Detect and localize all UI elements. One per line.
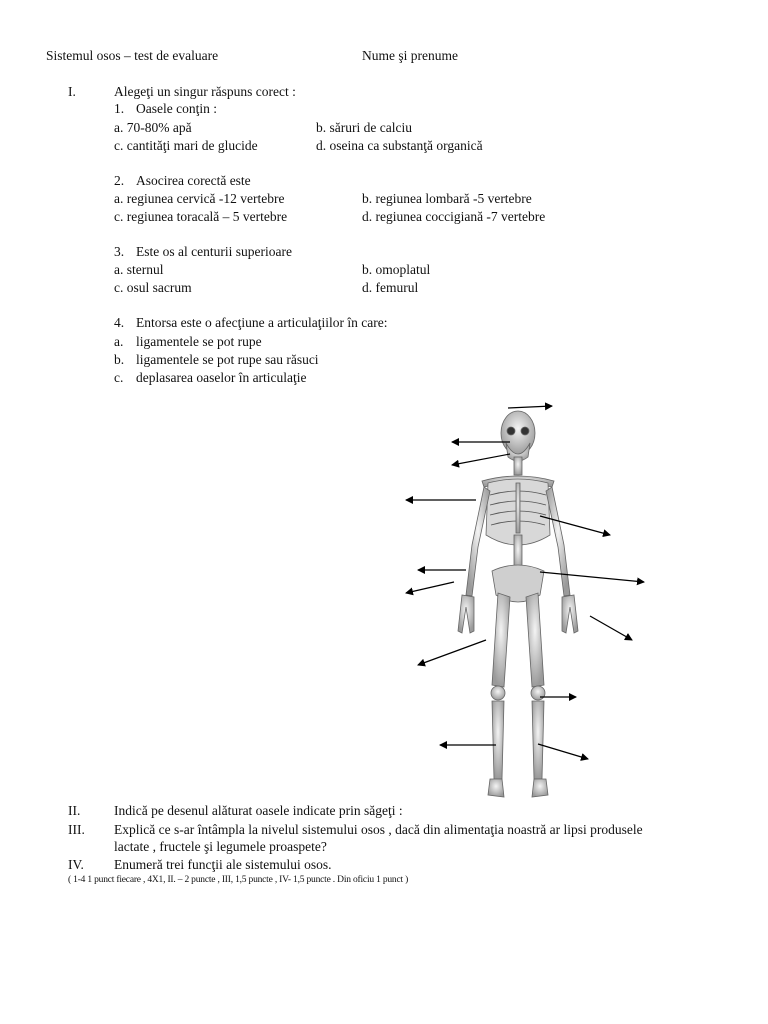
section-2-number: II. xyxy=(68,803,81,818)
section-3-text-line2: lactate , fructele şi legumele proaspete? xyxy=(114,839,327,854)
q4-option-a-text: ligamentele se pot rupe xyxy=(136,334,262,349)
q4-option-a-letter: a. xyxy=(114,334,124,349)
q1-option-a: a. 70-80% apă xyxy=(114,120,192,135)
section-4-text: Enumeră trei funcţii ale sistemului osos. xyxy=(114,857,332,872)
q4-option-b-text: ligamentele se pot rupe sau răsuci xyxy=(136,352,319,367)
q3-option-b: b. omoplatul xyxy=(362,262,431,277)
test-title: Sistemul osos – test de evaluare xyxy=(46,48,219,63)
name-label: Nume şi prenume xyxy=(362,48,458,63)
q4-option-c-letter: c. xyxy=(114,370,124,385)
section-4-number: IV. xyxy=(68,857,84,872)
q1-number: 1. xyxy=(114,101,125,116)
skeleton-illustration xyxy=(400,395,660,815)
q4-number: 4. xyxy=(114,315,125,330)
section-3-number: III. xyxy=(68,822,85,837)
q4-option-c-text: deplasarea oaselor în articulaţie xyxy=(136,370,307,385)
q3-text: Este os al centurii superioare xyxy=(136,244,292,259)
scoring-note: ( 1-4 1 punct fiecare , 4X1, II. – 2 puncte , III, 1,5 puncte , IV- 1,5 puncte . Din oficiu 1 punct ) xyxy=(68,875,409,885)
skeleton-body xyxy=(458,411,578,797)
q1-option-d: d. oseina ca substanţă organică xyxy=(316,138,483,153)
section-2-text: Indică pe desenul alăturat oasele indicate prin săgeţi : xyxy=(114,803,403,818)
q3-number: 3. xyxy=(114,244,125,259)
section-1-instruction: Alegeţi un singur răspuns corect : xyxy=(114,84,296,99)
q1-text: Oasele conţin : xyxy=(136,101,217,116)
q1-option-c: c. cantităţi mari de glucide xyxy=(114,138,258,153)
q3-option-d: d. femurul xyxy=(362,280,419,295)
q3-option-c: c. osul sacrum xyxy=(114,280,192,295)
q4-text: Entorsa este o afecţiune a articulaţiilor în care: xyxy=(136,315,388,330)
q3-option-a: a. sternul xyxy=(114,262,164,277)
q2-number: 2. xyxy=(114,173,125,188)
q2-option-d: d. regiunea coccigiană -7 vertebre xyxy=(362,209,546,224)
section-3-text-line1: Explică ce s-ar întâmpla la nivelul sistemului osos , dacă din alimentaţia noastră ar lipsi produsele xyxy=(114,822,643,837)
q2-option-a: a. regiunea cervică -12 vertebre xyxy=(114,191,285,206)
q2-option-b: b. regiunea lombară -5 vertebre xyxy=(362,191,532,206)
q4-option-b-letter: b. xyxy=(114,352,125,367)
q1-option-b: b. săruri de calciu xyxy=(316,120,412,135)
q2-text: Asocirea corectă este xyxy=(136,173,251,188)
q2-option-c: c. regiunea toracală – 5 vertebre xyxy=(114,209,288,224)
section-1-number: I. xyxy=(68,84,76,99)
